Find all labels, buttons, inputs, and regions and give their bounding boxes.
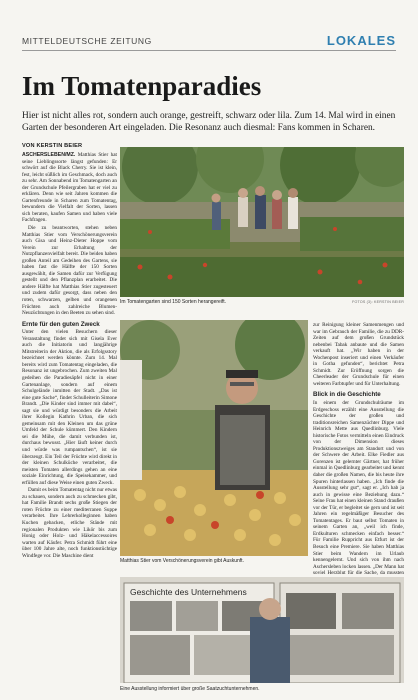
masthead: MITTELDEUTSCHE ZEITUNG <box>22 36 152 46</box>
section-label: LOKALES <box>326 33 396 48</box>
subheading-ernte: Ernte für den guten Zweck <box>22 320 100 328</box>
author-byline: VON KERSTIN BEIER <box>22 143 83 149</box>
col1-paragraph-1 <box>22 152 117 224</box>
photo-exhibition <box>120 577 404 683</box>
col1-paragraph-4: Damit es beim Tomatentag nicht nur etwas zu schauen, sondern auch zu schmecken gibt, hat Familie Brandt sechs große Stiegen der roten Früchte zu einer mediterranen Suppe verarbeitet. Ihre Lehrerkolleginnen haben Kuchen gebacken, etliche Stände mit regionalen Produkten wie Likör bis zum Honig oder Holz- und Häkelaccessoires warten auf Käufer. Petra Schmidt führt eine über 100 Jahre alte, noch funktionstüchtige Windfege vor. Die Maschine dient <box>22 487 117 559</box>
col1-paragraph-3: Unter den vielen Besuchern dieser Veranstaltung findet sich mit Gisela Ever auch die Initiatorin und langjährige Mitstreiterin der Aktion, die als Erfolgsstory bezeichnet werden könnte. Zum 14. Mal bereits wird zum Tomatentag eingeladen, die Resonanz ist ungebrochen. Zum zweiten Mal gedeihen die Paradiesäpfel nicht in einer Gartenanlage, sondern auf einem Schulgelände inmitten der Stadt. „Das ist eine gute Sache“, findet Schulleiterin Simone Brandt. „Die Kinder sind immer mit dabei“, sagt sie und würdigt besonders die Arbeit ihrer Kollegin Kathrin Urban, die sich gemeinsam mit den Kleinen um das grüne Umfeld der Schule kümmert. Den Kindern sei die Mühe, die damit verbunden ist, durchaus bewusst. „Hier läuft keiner durch und würde was rumpantschen“, ist sie überzeugt. Ein Teil der Früchte wird direkt in der kleinen Schulküche verarbeitet, die meisten Tomaten allerdings gehen an eine soziale Einrichtung, die Speisekammer, und erfüllen auf diese Weise einen guten Zweck. <box>22 329 117 486</box>
caption-photo-1: Im Tomatengarten sind 150 Sorten herangereift. <box>120 299 227 305</box>
photo-tomato-garden <box>120 147 404 297</box>
col3-paragraph-2: In einem der Grundschulräume im Erdgeschoss erzählt eine Ausstellung die Geschichte der großen und traditionsreichen Samenzüchter Dippe und Heinrich Mette aus Quedlinburg. Viele historische Fotos vermitteln einen Eindruck von der Dimension dieses Produktionszweiges am Standort und von der Schwere der Arbeit. Elke Fiedler aus Gorenzen ist gelernter Gärtner, hat früher einmal in Quedlinburg gearbeitet und kennt daher die großen Namen, die bis heute ihre Spuren hinterlassen haben. „Ich finde die Ausstellung sehr gut“, sagt er. „Ich hab ja auch in gewisse eine Beziehung dazu.“ Seine Frau hat einen kleinen Stand draußen vor der Tür, er begleitet sie gern und ist seit Jahren ein regelmäßiger Besucher des Tomatentages. Er baut selbst Tomaten in seinem Garten an, „weil ich finde, Erdkulturen schmecken einfach besser.“ Für Familie Ruppricht aus Etfurt ist der Besuch eine Premiere. Sie haben Matthias Stier beim Wandern im Urlaub kennengelernt. Und sich von ihm nach Aschersleben locken lassen. „Der Mann hat soviel Herzblut für die Sache, da mussten <box>313 399 404 577</box>
col1-p1-text: Matthias Stier hat seine Lieblingssorte längst gefunden: Er schwört auf die Black Cherry. Sie ist klein, fest, leicht süßlich im Geschmack, doch auch zu sehr. Am Sonnabend im Tomatengarten an der Grundschule Pfeilergraben hat er viel zu erklären. Denn wie seit Jahren kommen die Gartenfreunde in Scharen zum Tomatentag, bewundern die Vielfalt der Sorten, lassen sich beraten, kaufen Samen und haben viele Fachfragen. <box>22 152 117 224</box>
subheading-geschichte: Blick in die Geschichte <box>313 391 381 399</box>
photo-matthias-stier <box>120 320 308 556</box>
photo-credit: FOTOS (3): KERSTIN BEIER <box>352 300 404 304</box>
headline: Im Tomatenparadies <box>22 71 262 101</box>
poster-title: Geschichte des Unternehmens <box>130 587 247 597</box>
col3-paragraph-1: zur Reinigung kleiner Samenmengen und war im Gebrauch der Familie, die zu DDR-Zeiten auf dem großen Grundstück nebenbei Tabak anbaute und die Samen verkauft hat. „Wir haben in der Wochenpost inseriert und einen Verkäufer in Gotha gefunden“, berichtet Petra Schmidt. Zur Eröffnung sorgen die Cheerleader der Grundschule für einen weiteren Farbtupfer und für Unterhaltung. <box>313 322 404 387</box>
exhibition-illustration <box>120 577 404 683</box>
header-rule <box>22 50 396 51</box>
col1-paragraph-2: Die zu beantworten, stehen neben Matthias Stier vom Verschönerungsverein auch Gisa und Heinz-Dieter Hoppe vom Verein zur Erhaltung der Nutzpflanzenvielfalt bereit. Die beiden haben großen Anteil am Gedeihen des Gartens, sie haben fast die Hälfte der 150 Sorten ausgewählt, die Samen dafür zur Verfügung gestellt und den Pflanzplan erarbeitet. Die andere Hälfte hat Matthias Stier zugesteuert und zudem dafür gesorgt, dass neben den roten, schwarzen, gelben und orangenen Früchten auch zahlreiche Blumen-Neuzüchtungen in den Beeten zu sehen sind. <box>22 225 117 317</box>
dateline: ASCHERSLEBEN/MZ. <box>22 152 76 158</box>
garden-illustration <box>120 147 404 297</box>
lead-paragraph: Hier ist nicht alles rot, sondern auch orange, gestreift, schwarz oder lila. Zum 14. Mal wird in einen Garten der besonderen Art eingeladen. Die Resonanz auch diesmal: Fans kommen in Scharen. <box>22 111 396 133</box>
article-column-1 <box>22 152 117 692</box>
caption-photo-2: Matthias Stier vom Verschönerungsverein gibt Auskunft. <box>120 558 244 564</box>
stier-illustration <box>120 320 308 556</box>
caption-photo-3: Eine Ausstellung informiert über große Saatzuchtunternehmen. <box>120 686 260 692</box>
